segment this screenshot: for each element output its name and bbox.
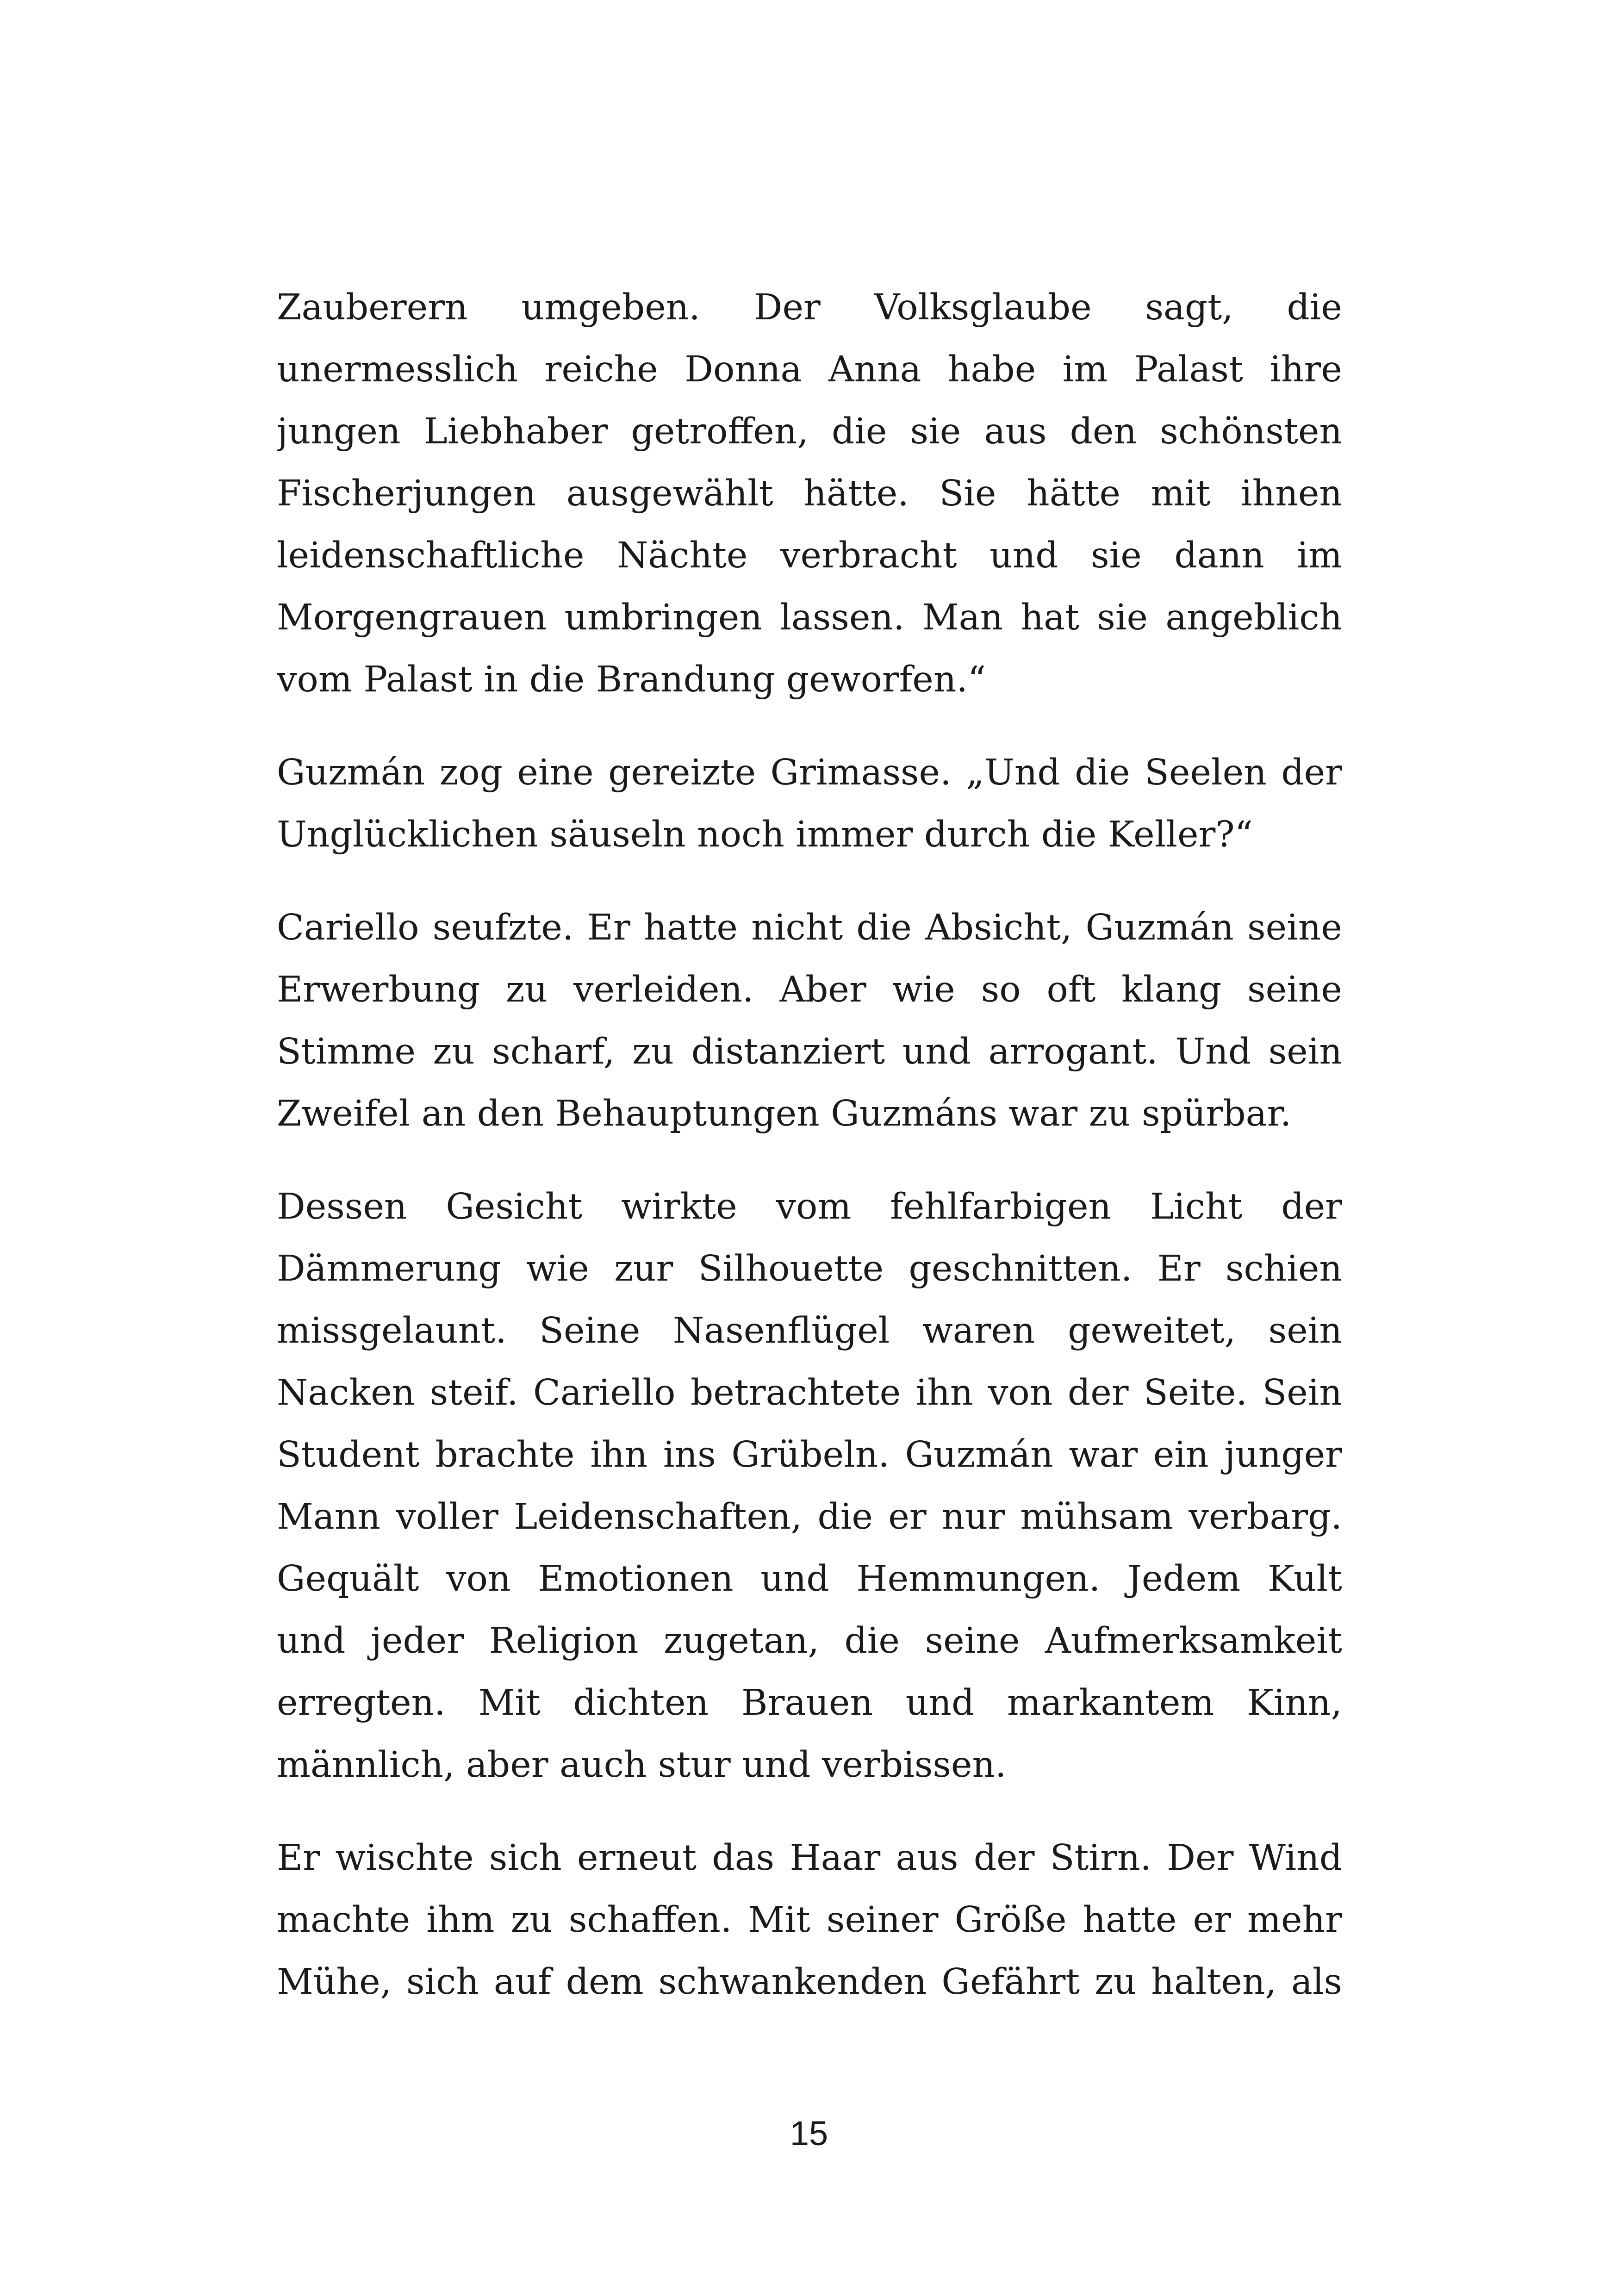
text-line: Unglücklichen säuseln noch immer durch die Keller?“	[277, 814, 1253, 855]
body-text	[277, 277, 1342, 2044]
text-line: Mühe, sich auf dem schwankenden Gefährt zu halten, als	[277, 1961, 1342, 2003]
text-line: vom Palast in die Brandung geworfen.“	[277, 659, 986, 700]
text-line: Student brachte ihn ins Grübeln. Guzmán war ein junger	[277, 1434, 1342, 1475]
text-line: unermesslich reiche Donna Anna habe im Palast ihre	[277, 349, 1342, 390]
text-line: Guzmán zog eine gereizte Grimasse. „Und die Seelen der	[277, 752, 1342, 793]
text-line: Fischerjungen ausgewählt hätte. Sie hätte mit ihnen	[277, 473, 1342, 514]
text-line: Er wischte sich erneut das Haar aus der Stirn. Der Wind	[277, 1837, 1342, 1879]
text-line: Gequält von Emotionen und Hemmungen. Jedem Kult	[277, 1558, 1342, 1599]
text-line: Morgengrauen umbringen lassen. Man hat sie angeblich	[277, 597, 1342, 638]
text-line: Dessen Gesicht wirkte vom fehlfarbigen Licht der	[277, 1186, 1342, 1227]
page-number: 15	[790, 2114, 828, 2153]
text-line: Zauberern umgeben. Der Volksglaube sagt, die	[277, 287, 1342, 328]
text-line: machte ihm zu schaffen. Mit seiner Größe hatte er mehr	[277, 1899, 1342, 1941]
text-line: erregten. Mit dichten Brauen und markantem Kinn,	[277, 1682, 1342, 1724]
text-line: missgelaunt. Seine Nasenflügel waren geweitet, sein	[277, 1310, 1342, 1351]
paragraph	[277, 1176, 1342, 1796]
text-line: Stimme zu scharf, zu distanziert und arrogant. Und sein	[277, 1031, 1342, 1072]
text-line: leidenschaftliche Nächte verbracht und sie dann im	[277, 535, 1342, 576]
paragraph	[277, 1827, 1342, 2013]
text-line: Nacken steif. Cariello betrachtete ihn von der Seite. Sein	[277, 1372, 1342, 1413]
paragraph	[277, 742, 1342, 866]
paragraph	[277, 897, 1342, 1145]
text-line: männlich, aber auch stur und verbissen.	[277, 1744, 1007, 1786]
text-line: und jeder Religion zugetan, die seine Aufmerksamkeit	[277, 1620, 1342, 1661]
paragraph	[277, 277, 1342, 711]
text-line: Cariello seufzte. Er hatte nicht die Absicht, Guzmán seine	[277, 907, 1342, 948]
text-line: Erwerbung zu verleiden. Aber wie so oft klang seine	[277, 969, 1342, 1010]
text-line: Dämmerung wie zur Silhouette geschnitten. Er schien	[277, 1248, 1342, 1289]
text-line: Zweifel an den Behauptungen Guzmáns war zu spürbar.	[277, 1093, 1292, 1134]
text-line: Mann voller Leidenschaften, die er nur mühsam verbarg.	[277, 1496, 1342, 1537]
text-line: jungen Liebhaber getroffen, die sie aus den schönsten	[277, 411, 1342, 452]
